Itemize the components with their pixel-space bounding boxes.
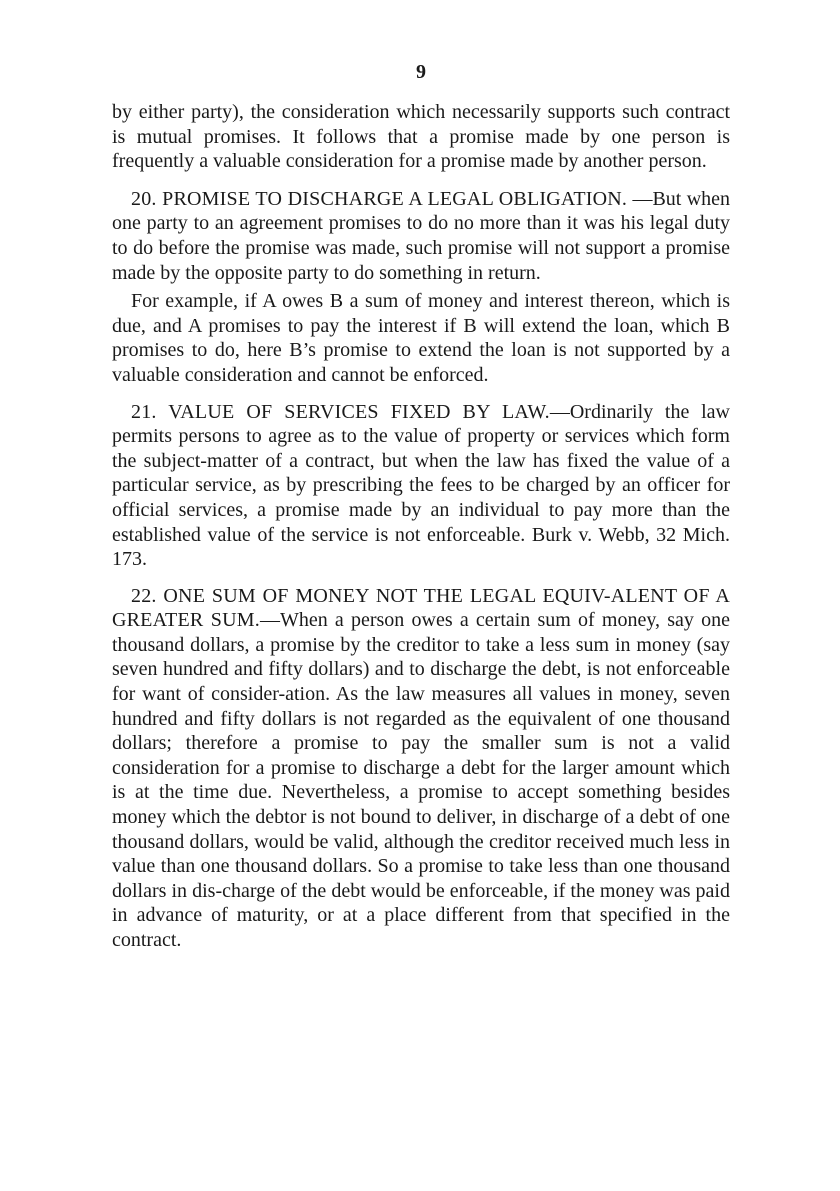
section-20-heading: 20. PROMISE TO DISCHARGE A LEGAL OBLIGATION.	[131, 187, 628, 210]
section-20	[112, 187, 730, 388]
section-20-paragraph	[112, 187, 730, 285]
continuation-paragraph: by either party), the consideration which necessarily supports such contract is mutual promises. It follows that a promise made by one person is frequently a valuable consideration for a promise made by another person.	[112, 101, 730, 173]
section-21-body: —Ordinarily the law permits persons to agree as to the value of property or services which form the subject-matter of a contract, but when the law has fixed the value of a particular service, as by prescribing the fees to be charged by an officer for official services, a promise made by an individual to pay more than the established value of the service is not enforceable. Burk v. Webb, 32 Mich. 173.	[112, 400, 731, 571]
book-page	[112, 52, 730, 965]
section-21-paragraph	[112, 400, 730, 572]
section-22-body: —When a person owes a certain sum of money, say one thousand dollars, a promise by the creditor to take a less sum in money (say seven hundred and fifty dollars) and to discharge the debt, is not enforceable for want of consider-ation. As the law measures all values in money, seven hundred and fifty dollars is not regarded as the equivalent of one thousand dollars; therefore a promise to pay the smaller sum is not a valid consideration for a promise to discharge a debt for the larger amount which is at the time due. Nevertheless, a promise to accept something besides money which the debtor is not bound to deliver, in discharge of a debt of one thousand dollars, would be valid, although the creditor received much less in value than one thousand dollars. So a promise to take less than one thousand dollars in dis-charge of the debt would be enforceable, if the money was paid in advance of maturity, or at a place different from that specified in the contract.	[112, 609, 730, 951]
section-21-heading: 21. VALUE OF SERVICES FIXED BY LAW.	[131, 400, 550, 423]
section-22-paragraph	[112, 584, 730, 953]
section-20-body: —But when one party to an agreement promises to do no more than it was his legal duty to do before the promise was made, such promise will not support a promise made by the opposite party to do something in return.	[112, 187, 731, 284]
section-21	[112, 400, 730, 572]
section-22-heading: 22. ONE SUM OF MONEY NOT THE LEGAL EQUIV-ALENT OF A GREATER SUM.	[112, 584, 730, 632]
section-22	[112, 584, 730, 953]
section-20-example-paragraph: For example, if A owes B a sum of money and interest thereon, which is due, and A promises to pay the interest if B will extend the loan, which B promises to do, here B’s promise to extend the loan is not supported by a valuable consideration and cannot be enforced.	[112, 290, 730, 386]
continuation-block	[112, 100, 730, 174]
page-number: 9	[416, 61, 426, 83]
